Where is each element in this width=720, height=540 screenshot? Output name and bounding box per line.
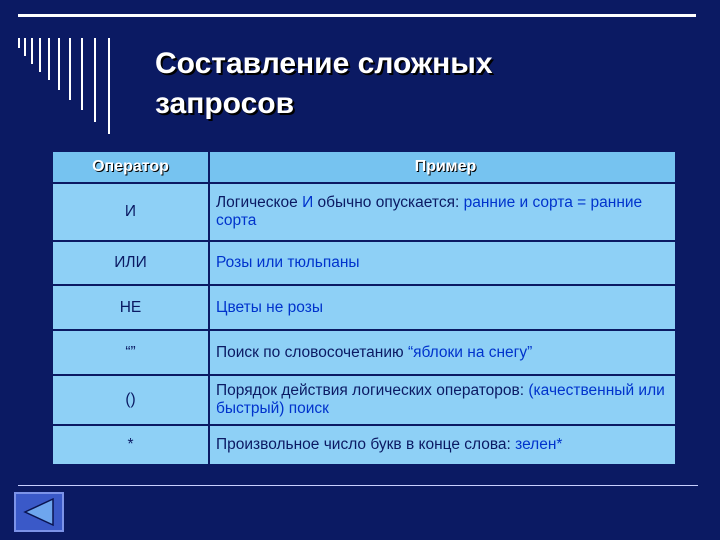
table-row	[53, 376, 675, 424]
deco-bar	[18, 38, 20, 48]
deco-bar	[48, 38, 50, 80]
decorative-bars	[18, 20, 118, 130]
slide-title-line-1: Составление сложных	[155, 47, 493, 80]
example-cell	[210, 242, 675, 284]
operator-cell: ()	[53, 376, 208, 424]
bottom-rule	[18, 485, 698, 486]
example-highlight: ранние и сорта = ранние сорта	[216, 194, 643, 229]
operator-cell: И	[53, 184, 208, 240]
table-row	[53, 426, 675, 464]
table-row	[53, 242, 675, 284]
slide-title-line-2: запросов	[155, 87, 295, 120]
slide-title	[155, 44, 493, 124]
operators-table	[53, 152, 675, 464]
example-cell	[210, 426, 675, 464]
example-text: Порядок действия логических операторов:	[216, 382, 529, 399]
example-highlight: (качественный или быстрый) поиск	[216, 382, 665, 417]
table-row	[53, 286, 675, 329]
deco-bar	[81, 38, 83, 110]
deco-bar	[58, 38, 60, 90]
deco-bar	[108, 38, 110, 134]
table-header-row	[53, 152, 675, 182]
example-cell	[210, 184, 675, 240]
operator-cell: ИЛИ	[53, 242, 208, 284]
operator-cell: “”	[53, 331, 208, 374]
example-text: Произвольное число букв в конце слова:	[216, 436, 516, 453]
deco-bar	[94, 38, 96, 122]
deco-bar	[69, 38, 71, 100]
example-highlight: зелен*	[515, 436, 563, 453]
operator-cell: НЕ	[53, 286, 208, 329]
header-operator: Оператор	[53, 152, 208, 182]
example-cell	[210, 286, 675, 329]
deco-bar	[31, 38, 33, 64]
example-highlight: И	[302, 194, 314, 211]
example-cell	[210, 376, 675, 424]
back-nav-button[interactable]	[14, 492, 64, 532]
deco-bar	[39, 38, 41, 72]
example-highlight: Розы или тюльпаны	[216, 254, 360, 271]
example-text: Поиск по словосочетанию	[216, 343, 408, 361]
header-example: Пример	[210, 152, 675, 182]
example-highlight: “яблоки на снегу”	[407, 343, 533, 361]
operator-cell: *	[53, 426, 208, 464]
top-rule	[18, 14, 696, 17]
deco-bar	[24, 38, 26, 56]
example-cell	[210, 331, 675, 374]
example-text: обычно опускается:	[313, 194, 464, 211]
example-text: Логическое	[216, 194, 303, 211]
table-row	[53, 184, 675, 240]
example-highlight: Цветы не розы	[216, 298, 323, 316]
triangle-left-icon	[16, 494, 62, 530]
table-row	[53, 331, 675, 374]
